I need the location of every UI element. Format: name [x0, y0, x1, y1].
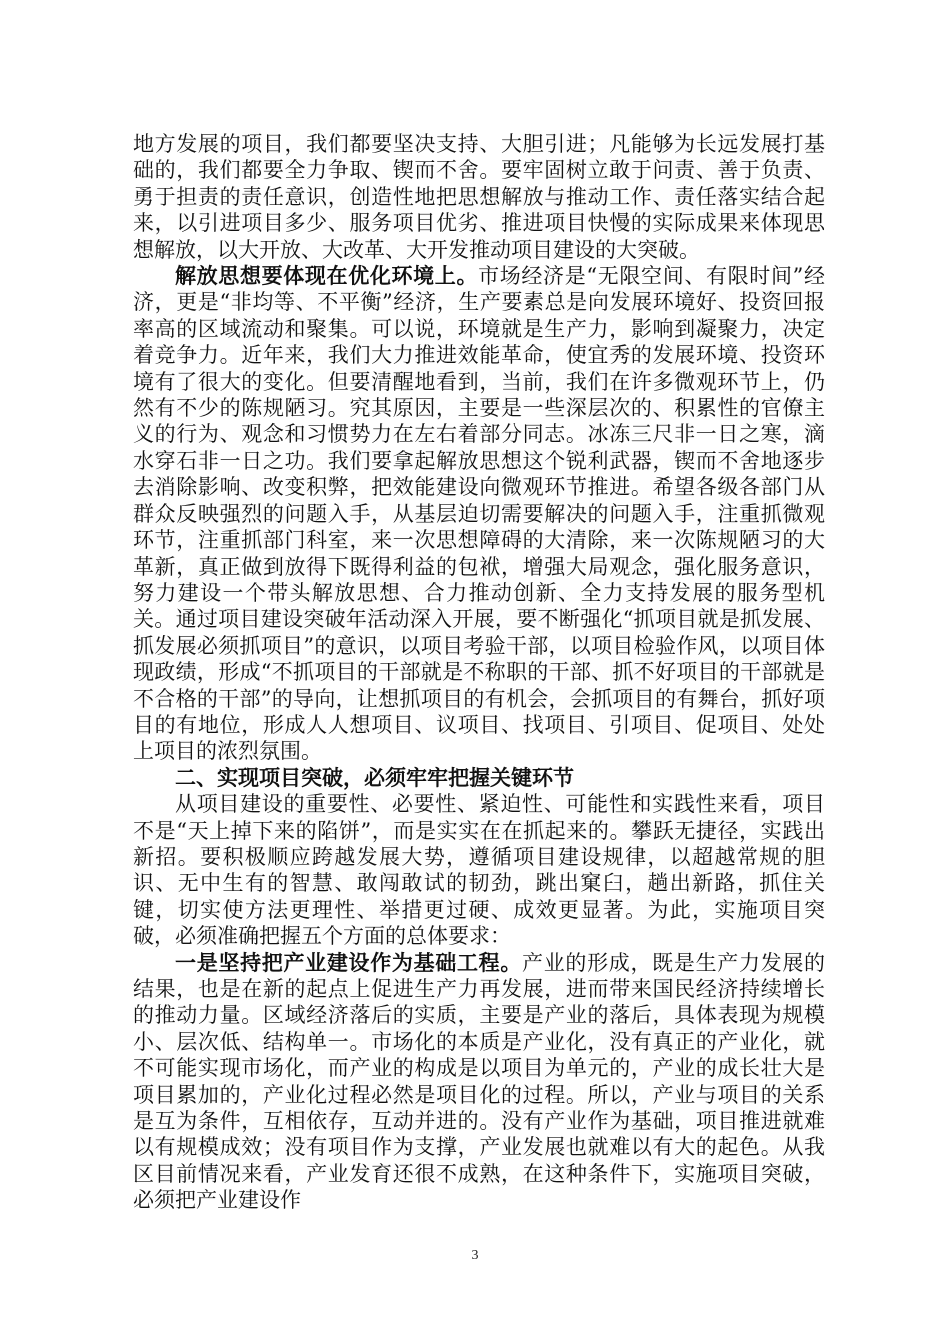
- paragraph-text: 市场经济是“无限空间、有限时间”经济，更是“非均等、不平衡”经济，生产要素总是向发展环境好、投资回报率高的区域流动和聚集。可以说，环境就是生产力，影响到凝聚力，决定着竞争力。近年来，我们大力推进效能革命，使宜秀的发展环境、投资环境有了很大的变化。但要清醒地看到，当前，我们在许多微观环节上，仍然有不少的陈规陋习。究其原因，主要是一些深层次的、积累性的官僚主义的行为、观念和习惯势力在左右着部分同志。冰冻三尺非一日之寒，滴水穿石非一日之功。我们要拿起解放思想这个锐利武器，锲而不舍地逐步去消除影响、改变积弊，把效能建设向微观环节推进。希望各级各部门从群众反映强烈的问题入手，从基层迫切需要解决的问题入手，注重抓微观环节，注重抓部门科室，来一次思想障碍的大清除，来一次陈规陋习的大革新，真正做到放得下既得利益的包袱，增强大局观念，强化服务意识，努力建设一个带头解放思想、合力推动创新、全力支持发展的服务型机关。通过项目建设突破年活动深入开展，要不断强化“抓项目就是抓发展、抓发展必须抓项目”的意识，以项目考验干部，以项目检验作风，以项目体现政绩，形成“不抓项目的干部就是不称职的干部、抓不好项目的干部就是不合格的干部”的导向，让想抓项目的有机会，会抓项目的有舞台，抓好项目的有地位，形成人人想项目、议项目、找项目、引项目、促项目、处处上项目的浓烈氛围。: [133, 264, 825, 764]
- paragraph-text: 产业的形成，既是生产力发展的结果，也是在新的起点上促进生产力再发展，进而带来国民经济持续增长的推动力量。区域经济落后的实质，主要是产业的落后，具体表现为规模小、层次低、结构单一。市场化的本质是产业化，没有真正的产业化，就不可能实现市场化，而产业的构成是以项目为单元的，产业的成长壮大是项目累加的，产业化过程必然是项目化的过程。所以，产业与项目的关系是互为条件，互相依存，互动并进的。没有产业作为基础，项目推进就难以有规模成效；没有项目作为支撑，产业发展也就难以有大的起色。从我区目前情况来看，产业发育还很不成熟，在这种条件下，实施项目突破，必须把产业建设作: [133, 950, 826, 1213]
- paragraph-lead: 一是坚持把产业建设作为基础工程。: [175, 949, 523, 975]
- document-body: [133, 131, 825, 1214]
- paragraph-industry-foundation: [133, 950, 825, 1214]
- paragraph-optimize-environment: [133, 263, 825, 765]
- page-number: 3: [471, 1248, 479, 1263]
- paragraph-key-links: [133, 791, 825, 949]
- paragraph-text: 从项目建设的重要性、必要性、紧迫性、可能性和实践性来看，项目不是“天上掉下来的陷饼”，而是实实在在抓起来的。攀跃无捷径，实践出新招。要积极顺应跨越发展大势，遵循项目建设规律，以超越常规的胆识、无中生有的智慧、敢闯敢试的韧劲，跳出窠臼，趟出新路，抓住关键，切实使方法更理性、举措更过硬、成效更显著。为此，实施项目突破，必须准确把握五个方面的总体要求：: [133, 792, 825, 949]
- paragraph-lead: 解放思想要体现在优化环境上。: [175, 263, 479, 289]
- paragraph-continuation: [133, 131, 825, 263]
- section-heading: 二、实现项目突破，必须牢牢把握关键环节: [175, 765, 574, 790]
- paragraph-text: 地方发展的项目，我们都要坚决支持、大胆引进；凡能够为长远发展打基础的，我们都要全力争取、锲而不舍。要牢固树立敢于问责、善于负责、勇于担责的责任意识，创造性地把思想解放与推动工作、责任落实结合起来，以引进项目多少、服务项目优劣、推进项目快慢的实际成果来体现思想解放，以大开放、大改革、大开发推动项目建设的大突破。: [133, 132, 825, 262]
